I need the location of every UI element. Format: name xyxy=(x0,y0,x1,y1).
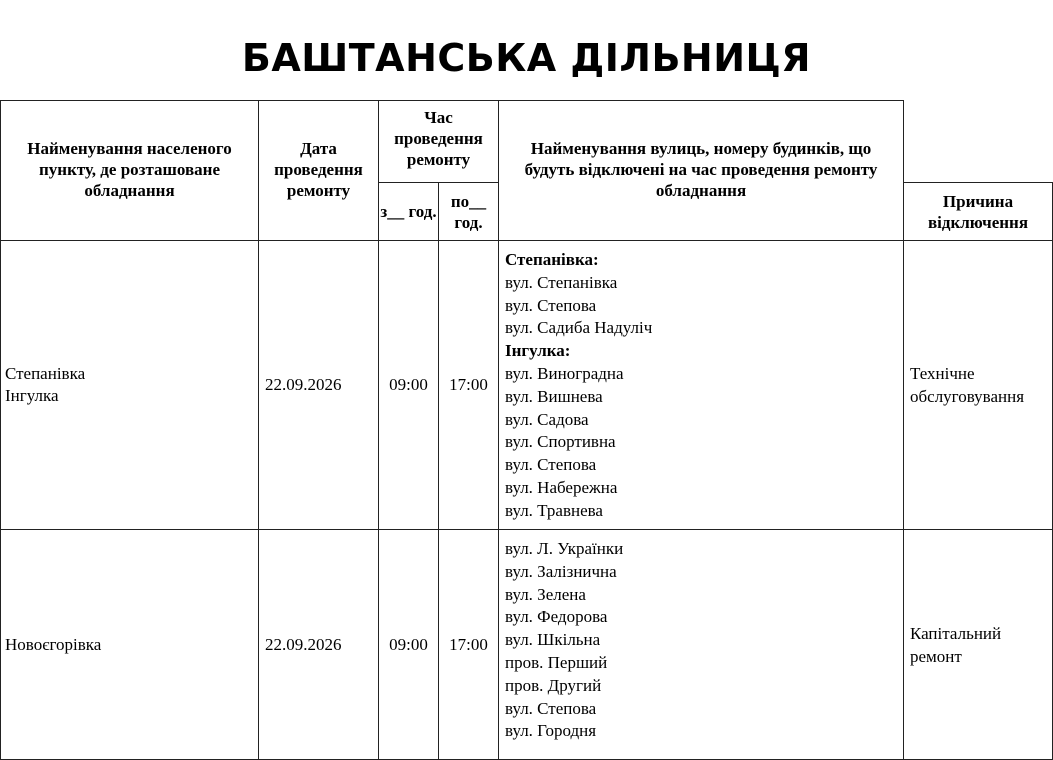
reason-line: Капітальний xyxy=(910,623,1002,643)
header-date: Дата проведення ремонту xyxy=(259,101,379,241)
street-item: вул. Городня xyxy=(505,721,597,741)
locality-name: Степанівка xyxy=(5,364,86,383)
street-item: вул. Вишнева xyxy=(505,386,603,406)
locality-cell xyxy=(1,241,259,530)
street-item: вул. Л. Українки xyxy=(505,539,624,558)
date-cell: 22.09.2026 xyxy=(259,530,379,760)
time-from-cell: 09:00 xyxy=(379,241,439,530)
street-item: вул. Степова xyxy=(505,295,597,315)
time-to-cell: 17:00 xyxy=(439,530,499,760)
header-reason: Причина відключення xyxy=(904,183,1053,241)
street-item: вул. Степова xyxy=(505,455,597,475)
header-row xyxy=(1,101,1053,183)
header-blank-cell xyxy=(904,101,1053,183)
header-time-to: по__ год. xyxy=(439,183,499,241)
street-item: вул. Шкільна xyxy=(505,630,601,650)
header-time: Час проведення ремонту xyxy=(379,101,499,183)
locality-name: Інгулка xyxy=(5,386,59,405)
street-item: вул. Виноградна xyxy=(505,363,624,383)
reason-line: обслуговування xyxy=(910,387,1025,406)
reason-cell xyxy=(904,530,1053,760)
street-item: вул. Садова xyxy=(505,409,589,429)
header-streets: Найменування вулиць, номеру будинків, що будуть відключені на час проведення ремонту обладнання xyxy=(499,101,904,241)
header-locality: Найменування населеного пункту, де розташоване обладнання xyxy=(1,101,259,241)
reason-cell xyxy=(904,241,1053,530)
streets-cell xyxy=(499,530,904,760)
reason-line: ремонт xyxy=(910,646,962,666)
street-item: вул. Травнева xyxy=(505,500,603,520)
street-item: пров. Другий xyxy=(505,675,602,695)
streets-cell xyxy=(499,241,904,530)
reason-line: Технічне xyxy=(910,364,975,383)
street-item: вул. Степова xyxy=(505,698,597,718)
street-item: вул. Федорова xyxy=(505,607,608,627)
locality-name: Новоєгорівка xyxy=(5,634,102,654)
street-group-heading: Степанівка: xyxy=(505,250,599,269)
table-row xyxy=(1,241,1053,530)
street-item: вул. Спортивна xyxy=(505,432,616,452)
time-from-cell: 09:00 xyxy=(379,530,439,760)
outage-schedule-table xyxy=(0,100,1053,760)
page-title: БАШТАНСЬКА ДІЛЬНИЦЯ xyxy=(241,36,812,80)
table-row xyxy=(1,530,1053,760)
locality-cell xyxy=(1,530,259,760)
header-time-from: з__ год. xyxy=(379,183,439,241)
street-item: вул. Степанівка xyxy=(505,272,618,292)
date-cell: 22.09.2026 xyxy=(259,241,379,530)
table-body xyxy=(1,101,1053,760)
street-item: пров. Перший xyxy=(505,652,608,672)
street-group-heading: Інгулка: xyxy=(505,341,571,361)
street-item: вул. Залізнична xyxy=(505,561,617,581)
street-item: вул. Зелена xyxy=(505,584,586,604)
street-item: вул. Набережна xyxy=(505,477,618,497)
street-item: вул. Садиба Надуліч xyxy=(505,318,653,338)
time-to-cell: 17:00 xyxy=(439,241,499,530)
